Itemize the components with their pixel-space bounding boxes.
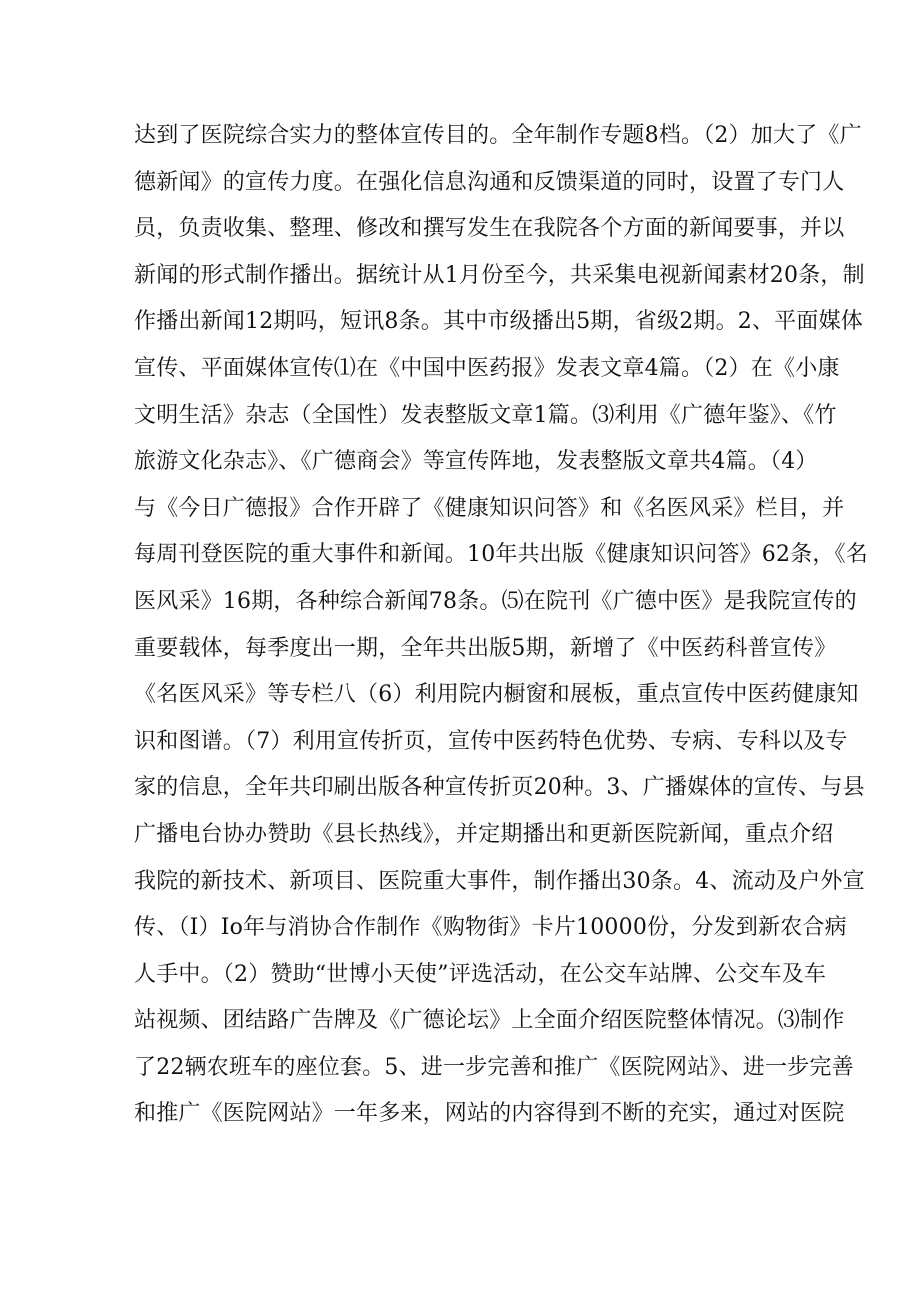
text-line: 每周刊登医院的重大事件和新闻。10年共出版《健康知识问答》62条，《名 xyxy=(134,542,868,568)
text-line: 识和图谱。（7）利用宣传折页，宣传中医药特色优势、专病、专科以及专 xyxy=(134,728,848,754)
text-line: 我院的新技术、新项目、医院重大事件，制作播出30条。4、流动及户外宣 xyxy=(134,868,865,894)
body-text xyxy=(134,113,868,1138)
text-line: 新闻的形式制作播出。据统计从1月份至今，共采集电视新闻素材20条，制 xyxy=(134,262,865,288)
text-line: 传、（I）Io年与消协合作制作《购物街》卡片10000份，分发到新农合病 xyxy=(134,915,847,941)
text-line: 人手中。（2）赞助“世博小天使”评选活动，在公交车站牌、公交车及车 xyxy=(134,961,827,987)
text-line: 家的信息，全年共印刷出版各种宣传折页20种。3、广播媒体的宣传、与县 xyxy=(134,775,865,801)
text-line: 重要载体，每季度出一期，全年共出版5期，新增了《中医药科普宣传》 xyxy=(134,635,837,661)
text-line: 文明生活》杂志（全国性）发表整版文章1篇。⑶利用《广德年鉴》、《竹 xyxy=(134,402,837,428)
text-line: 站视频、团结路广告牌及《广德论坛》上全面介绍医院整体情况。⑶制作 xyxy=(134,1008,845,1034)
text-line: 与《今日广德报》合作开辟了《健康知识问答》和《名医风采》栏目，并 xyxy=(134,495,845,521)
text-line: 了22辆农班车的座位套。5、进一步完善和推广《医院网站》、进一步完善 xyxy=(134,1054,854,1080)
text-line: 和推广《医院网站》一年多来，网站的内容得到不断的充实，通过对医院 xyxy=(134,1101,845,1127)
text-line: 《名医风采》等专栏八（6）利用院内橱窗和展板，重点宣传中医药健康知 xyxy=(134,682,859,708)
text-line: 医风采》16期，各种综合新闻78条。⑸在院刊《广德中医》是我院宣传的 xyxy=(134,588,857,614)
text-line: 德新闻》的宣传力度。在强化信息沟通和反馈渠道的同时，设置了专门人 xyxy=(134,169,845,195)
text-line: 达到了医院综合实力的整体宣传目的。全年制作专题8档。（2）加大了《广 xyxy=(134,123,862,148)
text-line: 宣传、平面媒体宣传⑴在《中国中医药报》发表文章4篇。（2）在《小康 xyxy=(134,355,840,381)
text-line: 旅游文化杂志》、《广德商会》等宣传阵地，发表整版文章共4篇。（4） xyxy=(134,449,818,475)
text-line: 作播出新闻12期吗，短讯8条。其中市级播出5期，省级2期。2、平面媒体 xyxy=(134,309,863,335)
text-line: 广播电台协办赞助《县长热线》，并定期播出和更新医院新闻，重点介绍 xyxy=(134,821,834,847)
text-line: 员，负责收集、整理、修改和撰写发生在我院各个方面的新闻要事，并以 xyxy=(134,216,845,242)
